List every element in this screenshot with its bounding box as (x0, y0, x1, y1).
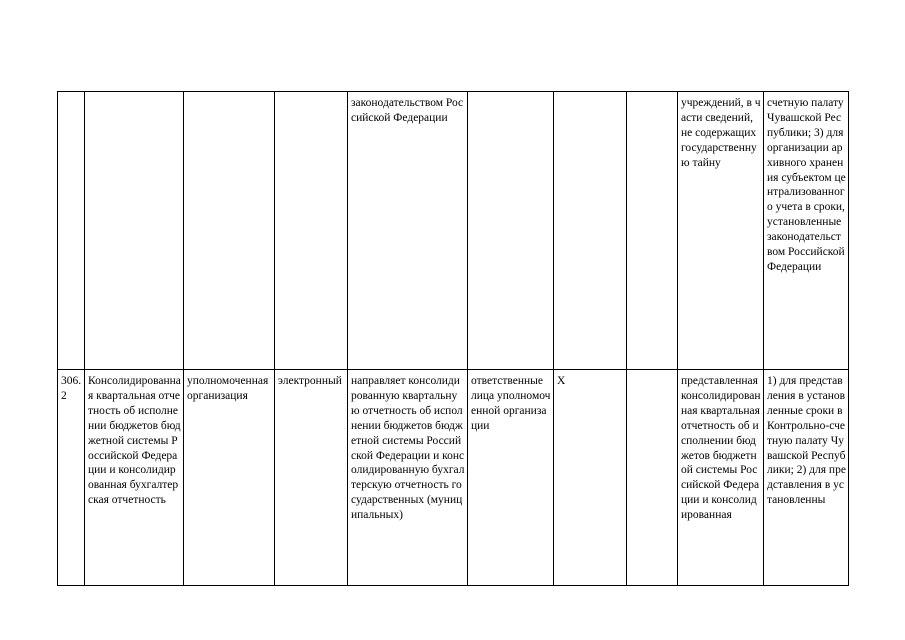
cell-purpose: счетную палату Чувашской Республики; 3) для организации архивного хранения субъектом централизованного учета в сроки, установленные законодательством Российской Федерации (764, 92, 849, 370)
cell-mark-b (627, 92, 678, 370)
cell-number: 306.2 (58, 370, 85, 586)
cell-mark-a (554, 92, 627, 370)
cell-form: электронный (275, 370, 348, 586)
cell-result: представленная консолидированная квартальная отчетность об исполнении бюджетов бюджетной системы Российской Федерации и консолидированная (678, 370, 764, 586)
document-table (57, 91, 849, 586)
cell-mark-b (627, 370, 678, 586)
cell-author: уполномоченная организация (184, 370, 275, 586)
cell-result: учреждений, в части сведений, не содержащих государственную тайну (678, 92, 764, 370)
cell-number (58, 92, 85, 370)
cell-form (275, 92, 348, 370)
cell-action: направляет консолидированную квартальную отчетность об исполнении бюджетов бюджетной системы Российской Федерации и консолидированную бухгалтерскую отчетность государственных (муниципальных) (348, 370, 468, 586)
table-row (58, 370, 849, 586)
table-row (58, 92, 849, 370)
cell-action: законодательством Российской Федерации (348, 92, 468, 370)
cell-responsible: ответственные лица уполномоченной организации (468, 370, 554, 586)
cell-responsible (468, 92, 554, 370)
cell-purpose: 1) для представления в установленные сроки в Контрольно-счетную палату Чувашской Республики; 2) для представления в установленны (764, 370, 849, 586)
cell-document-name: Консолидированная квартальная отчетность об исполнении бюджетов бюджетной системы Российской Федерации и консолидированная бухгалтерская отчетность (85, 370, 184, 586)
cell-author (184, 92, 275, 370)
cell-mark-a: Х (554, 370, 627, 586)
cell-document-name (85, 92, 184, 370)
